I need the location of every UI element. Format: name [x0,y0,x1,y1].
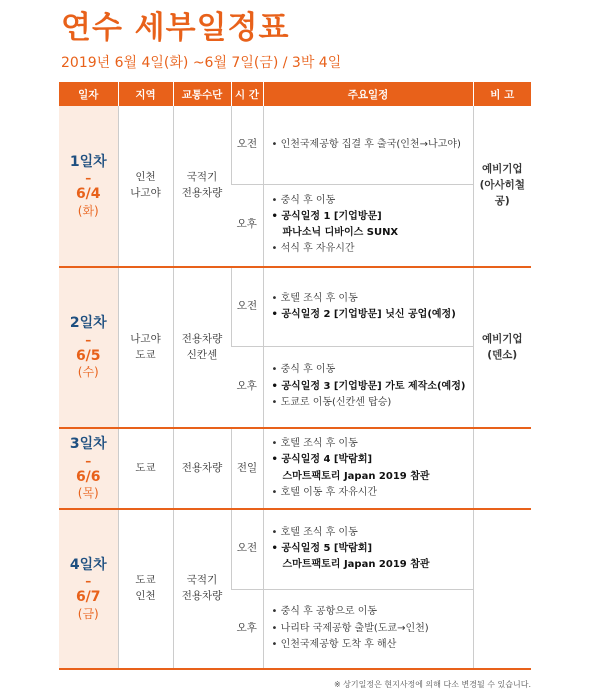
transport-cell [173,509,231,669]
day-weekday: (목) [77,486,99,501]
schedule-item: • 호텔 조식 후 이동 [272,436,473,452]
region-text: 인천 [135,171,156,184]
schedule-item: • 호텔 조식 후 이동 [272,291,473,307]
day-date: 6/4 [75,186,101,203]
transport-text: 전용차량 [181,187,223,199]
transport-text: 국적기 [186,171,218,184]
schedule-cell [263,346,473,428]
region-text: 나고야 [130,187,161,199]
day-date: 6/5 [75,347,101,364]
time-cell: 오후 [231,589,263,669]
transport-text: 전용차량 [181,590,223,602]
region-text: 인천 [135,590,156,602]
header-schedule: 주요일정 [263,82,473,106]
note-text: 예비기업 [481,332,523,345]
region-text: 도쿄 [135,461,156,474]
transport-text: 신칸센 [186,348,218,361]
day-dash: – [85,332,92,347]
schedule-cell [263,428,473,509]
day-cell [59,267,118,428]
transport-cell [173,106,231,267]
time-cell: 오전 [231,267,263,346]
schedule-item: • 중식 후 공항으로 이동 [272,604,473,620]
schedule-item-official: • 공식일정 1 [기업방문] [272,209,473,225]
schedule-item: • 인천국제공항 도착 후 해산 [272,637,473,653]
day-date: 6/6 [75,468,101,485]
note-cell [473,509,531,669]
header-time: 시 간 [231,82,263,106]
transport-cell [173,428,231,509]
day-label: 1일차 [69,153,107,170]
day-label: 4일차 [69,556,107,573]
region-text: 도쿄 [135,574,156,587]
region-cell [118,428,173,509]
region-cell [118,267,173,428]
transport-text: 전용차량 [181,332,223,345]
schedule-cell [263,509,473,589]
schedule-cell [263,589,473,669]
note-text: 예비기업 [481,163,523,176]
footnote: ※ 상기일정은 현지사정에 의해 다소 변경될 수 있습니다. [333,680,531,689]
transport-text: 전용차량 [181,461,223,474]
schedule-item: • 호텔 조식 후 이동 [272,525,473,541]
note-text: (아사히철공) [479,179,525,207]
day-label: 3일차 [69,436,107,453]
header-note: 비 고 [473,82,531,106]
schedule-item-official: • 공식일정 2 [기업방문] 닛신 공업(예정) [272,307,473,323]
schedule-item-detail: 스마트팩토리 Japan 2019 참관 [282,559,430,571]
time-cell: 오후 [231,346,263,428]
header-date: 일자 [59,82,118,106]
schedule-cell [263,267,473,346]
time-cell: 오전 [231,106,263,184]
schedule-item: • 석식 후 자유시간 [272,241,473,257]
schedule-item: • 인천국제공항 집결 후 출국(인천→나고야) [272,137,473,153]
table-header-row [59,82,531,106]
time-cell: 오전 [231,509,263,589]
table-row [59,509,531,589]
schedule-item-detail: 스마트팩토리 Japan 2019 참관 [282,470,430,482]
day-cell [59,509,118,669]
schedule-cell [263,106,473,184]
table-row [59,106,531,184]
day-dash: – [85,171,92,185]
time-cell: 전일 [231,428,263,509]
schedule-item: • 호텔 이동 후 자유시간 [272,485,473,501]
schedule-item-detail: 파나소닉 디바이스 SUNX [282,227,399,239]
schedule-item: • 도쿄로 이동(신칸센 탑승) [272,395,473,411]
note-text: (덴소) [487,348,518,361]
schedule-item-official: • 공식일정 5 [박람회] [272,541,473,557]
transport-cell [173,267,231,428]
day-label: 2일차 [69,315,107,332]
day-dash: – [85,574,92,588]
schedule-item: • 중식 후 이동 [272,362,473,378]
schedule-item-official: • 공식일정 4 [박람회] [272,452,473,468]
header-region: 지역 [118,82,173,106]
note-cell [473,106,531,267]
day-date: 6/7 [75,589,101,606]
page-subtitle: 2019년 6월 4일(화) ~6월 7일(금) / 3박 4일 [61,55,342,71]
region-cell [118,509,173,669]
schedule-item: • 나리타 국제공항 출발(도쿄→인천) [272,621,473,637]
note-cell [473,428,531,509]
table-row [59,428,531,509]
schedule-item: • 중식 후 이동 [272,193,473,209]
region-cell [118,106,173,267]
schedule-cell [263,184,473,267]
schedule-table [59,82,531,670]
schedule-item-official: • 공식일정 3 [기업방문] 가토 제작소(예정) [272,379,473,395]
note-cell [473,267,531,428]
day-cell [59,106,118,267]
region-text: 도쿄 [135,348,156,361]
region-text: 나고야 [130,332,161,345]
day-weekday: (화) [77,203,99,218]
day-dash: – [85,453,92,468]
table-row [59,267,531,346]
header-transport: 교통수단 [173,82,231,106]
day-weekday: (금) [77,606,99,621]
page-title: 연수 세부일정표 [61,10,290,46]
day-weekday: (수) [77,365,99,380]
day-cell [59,428,118,509]
time-cell: 오후 [231,184,263,267]
transport-text: 국적기 [186,574,218,587]
